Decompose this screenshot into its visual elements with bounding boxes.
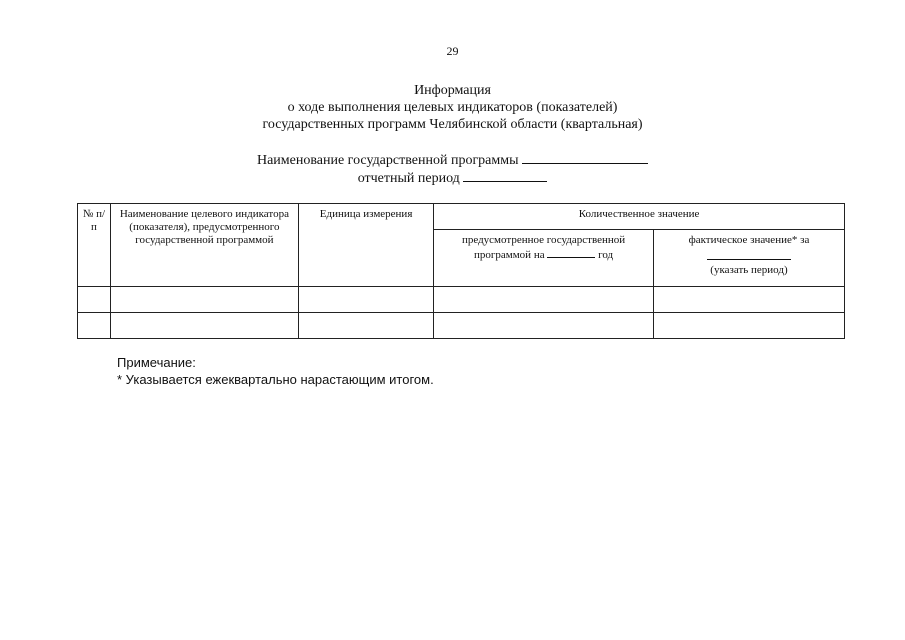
program-name-label: Наименование государственной программы: [256, 153, 519, 168]
table-row: [78, 313, 845, 339]
title-line-1: Информация: [414, 83, 491, 98]
header-indicator: Наименование целевого индикатора (показателя), предусмотренного государственной программой: [110, 204, 298, 287]
report-period-blank[interactable]: [463, 169, 547, 182]
note: [117, 354, 434, 388]
document-title: [0, 82, 905, 133]
table-cell[interactable]: [110, 287, 298, 313]
table-cell[interactable]: [298, 287, 433, 313]
table-header-row-1: [78, 204, 845, 230]
program-info: [0, 151, 905, 187]
program-name-row: [0, 151, 905, 169]
indicators-table: [77, 203, 845, 339]
header-unit: Единица измерения: [298, 204, 433, 287]
header-planned: [434, 230, 654, 287]
header-planned-prefix: предусмотренное государственной программой на: [461, 234, 626, 261]
table-cell[interactable]: [78, 313, 111, 339]
table-cell[interactable]: [78, 287, 111, 313]
note-heading: Примечание:: [117, 355, 196, 370]
header-num: № п/п: [78, 204, 111, 287]
table-cell[interactable]: [110, 313, 298, 339]
table-cell[interactable]: [434, 287, 654, 313]
header-planned-suffix: год: [598, 249, 614, 261]
planned-year-blank: [547, 247, 595, 258]
title-line-2: о ходе выполнения целевых индикаторов (показателей): [287, 100, 618, 115]
table-row: [78, 287, 845, 313]
page-number: 29: [446, 44, 459, 58]
header-actual-suffix: (указать период): [710, 264, 788, 276]
title-line-3: государственных программ Челябинской области (квартальная): [262, 117, 643, 132]
program-name-blank[interactable]: [522, 151, 648, 164]
header-quantity: Количественное значение: [434, 204, 845, 230]
report-period-label: отчетный период: [357, 171, 460, 186]
report-period-row: [0, 169, 905, 187]
header-actual-prefix: фактическое значение* за: [688, 234, 810, 246]
table-cell[interactable]: [653, 287, 844, 313]
actual-period-blank: [707, 249, 791, 260]
table-cell[interactable]: [434, 313, 654, 339]
table-cell[interactable]: [653, 313, 844, 339]
note-text: * Указывается ежеквартально нарастающим итогом.: [117, 372, 434, 387]
header-actual: [653, 230, 844, 287]
table-cell[interactable]: [298, 313, 433, 339]
